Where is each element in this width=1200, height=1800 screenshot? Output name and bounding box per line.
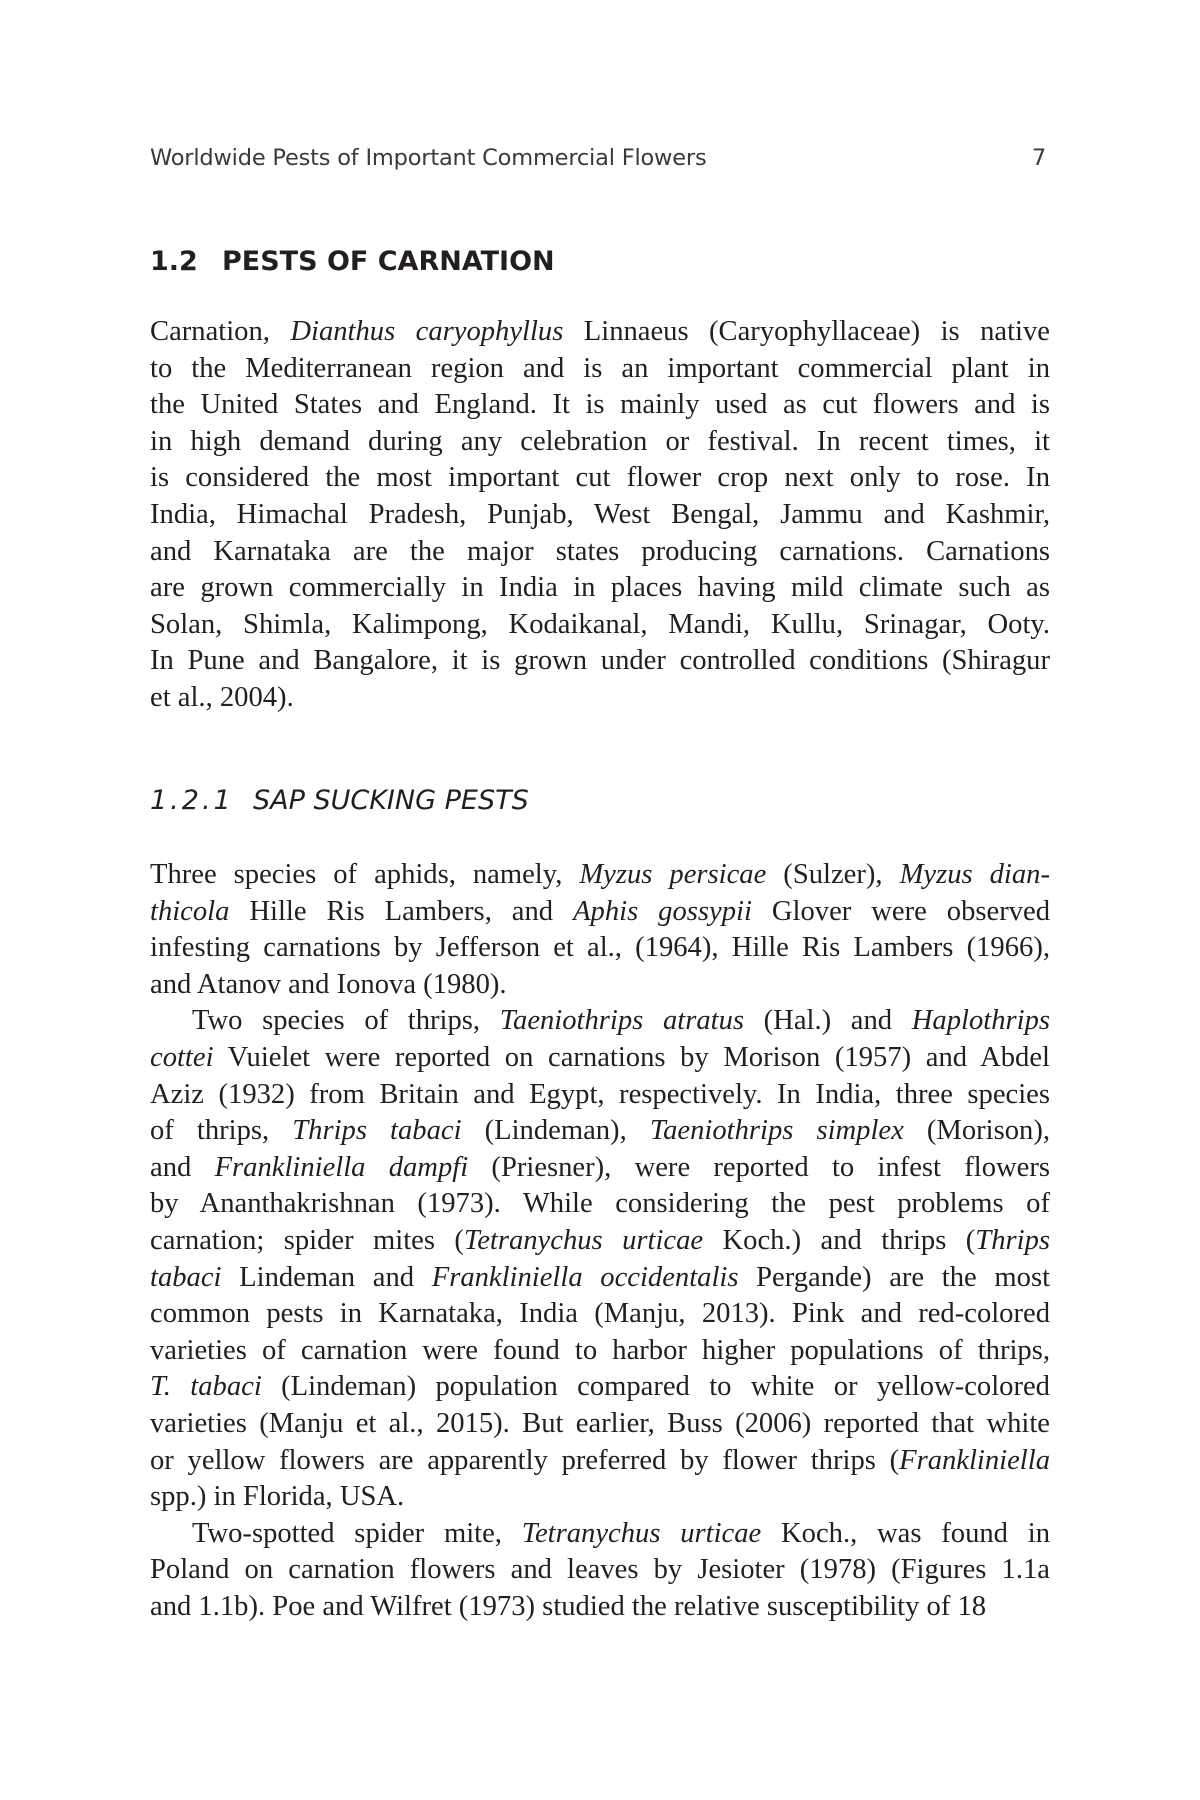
- text-line: [150, 1113, 1050, 1150]
- text-run: of thrips,: [150, 1115, 293, 1147]
- text-line: [150, 497, 1050, 534]
- italic-run: Frankliniella occidentalis: [431, 1261, 739, 1293]
- intro-paragraph: [150, 314, 1050, 717]
- text-run: infesting carnations by Jefferson et al., (1964), Hille Ris Lambers (1966),: [150, 932, 1050, 964]
- text-line: [150, 1260, 1050, 1297]
- text-run: et al., 2004).: [150, 681, 294, 713]
- text-line: [150, 534, 1050, 571]
- text-line: [150, 351, 1050, 388]
- text-run: or yellow flowers are apparently preferred by flower thrips (: [150, 1444, 900, 1476]
- italic-run: Myzus dian-: [899, 859, 1050, 890]
- text-line: [150, 570, 1050, 607]
- text-run: India, Himachal Pradesh, Punjab, West Bengal, Jammu and Kashmir,: [150, 498, 1050, 530]
- text-run: varieties (Manju et al., 2015). But earlier, Buss (2006) reported that white: [150, 1407, 1050, 1439]
- text-run: (Morison),: [903, 1115, 1050, 1147]
- text-line: [150, 1406, 1050, 1443]
- italic-run: Tetranychus urticae: [521, 1517, 762, 1549]
- text-run: (Lindeman) population compared to white or yellow-colored: [261, 1371, 1050, 1403]
- italic-run: cottei: [150, 1041, 214, 1073]
- text-run: In Pune and Bangalore, it is grown under controlled conditions (Shiragur: [150, 645, 1050, 677]
- section-title: PESTS OF CARNATION: [222, 246, 555, 277]
- text-run: (Hal.) and: [744, 1005, 912, 1037]
- text-run: Three species of aphids, namely,: [150, 859, 580, 890]
- text-line: [150, 1516, 1050, 1553]
- text-run: Poland on carnation flowers and leaves by Jesioter (1978) (Figures 1.1a: [150, 1554, 1050, 1586]
- text-run: are grown commercially in India in places having mild climate such as: [150, 572, 1050, 604]
- italic-run: tabaci: [150, 1261, 222, 1293]
- text-line: [150, 1589, 1050, 1626]
- italic-run: Frankliniella dampfi: [214, 1151, 469, 1183]
- text-run: Two species of thrips,: [192, 1005, 500, 1037]
- italic-run: thicola: [150, 895, 230, 927]
- italic-run: Myzus persicae: [579, 859, 767, 890]
- text-line: [150, 424, 1050, 461]
- italic-run: T. tabaci: [150, 1371, 262, 1403]
- text-run: (Priesner), were reported to infest flowers: [468, 1151, 1050, 1183]
- text-line: [150, 1296, 1050, 1333]
- text-line: [150, 857, 1050, 894]
- text-line: [150, 1443, 1050, 1480]
- text-run: (Sulzer),: [766, 859, 900, 890]
- subsection-title: SAP SUCKING PESTS: [253, 785, 529, 816]
- text-line: [150, 967, 1050, 1004]
- sap-sucking-pests-text: [150, 857, 1050, 1625]
- italic-run: Taeniothrips atratus: [499, 1005, 744, 1037]
- text-line: [150, 930, 1050, 967]
- running-title: Worldwide Pests of Important Commercial Flowers: [150, 145, 707, 171]
- text-line: [150, 460, 1050, 497]
- text-line: [150, 1333, 1050, 1370]
- text-run: and 1.1b). Poe and Wilfret (1973) studied the relative susceptibility of 18: [150, 1590, 987, 1622]
- text-run: the United States and England. It is mainly used as cut flowers and is: [150, 389, 1050, 421]
- italic-run: Dianthus caryophyllus: [290, 316, 564, 347]
- text-run: is considered the most important cut flower crop next only to rose. In: [150, 462, 1050, 494]
- text-line: [150, 1479, 1050, 1516]
- text-line: [150, 314, 1050, 351]
- text-run: Linnaeus (Caryophyllaceae) is native: [563, 316, 1050, 347]
- section-number: 1.2: [150, 246, 198, 277]
- text-run: to the Mediterranean region and is an important commercial plant in: [150, 352, 1050, 384]
- text-run: Solan, Shimla, Kalimpong, Kodaikanal, Mandi, Kullu, Srinagar, Ooty.: [150, 608, 1050, 640]
- italic-run: Thrips tabaci: [292, 1115, 462, 1147]
- section-heading: [150, 246, 555, 277]
- italic-run: Taeniothrips simplex: [649, 1115, 904, 1147]
- text-line: [150, 387, 1050, 424]
- paragraph: [150, 857, 1050, 1003]
- text-run: by Ananthakrishnan (1973). While considering the pest problems of: [150, 1188, 1050, 1220]
- text-line: [150, 1077, 1050, 1114]
- text-run: Koch.) and thrips (: [703, 1224, 976, 1256]
- text-line: [150, 1003, 1050, 1040]
- page-number: 7: [1031, 145, 1046, 171]
- text-run: Pergande) are the most: [738, 1261, 1051, 1293]
- text-line: [150, 643, 1050, 680]
- text-run: common pests in Karnataka, India (Manju, 2013). Pink and red-colored: [150, 1298, 1050, 1330]
- text-run: (Lindeman),: [461, 1115, 650, 1147]
- text-line: [150, 1552, 1050, 1589]
- italic-run: Aphis gossypii: [573, 895, 752, 927]
- text-run: Carnation,: [150, 316, 291, 347]
- paragraph: [150, 1516, 1050, 1626]
- text-run: varieties of carnation were found to harbor higher populations of thrips,: [150, 1334, 1050, 1366]
- text-line: [150, 1040, 1050, 1077]
- text-run: spp.) in Florida, USA.: [150, 1481, 405, 1513]
- italic-run: Frankliniella: [899, 1444, 1050, 1476]
- text-line: [150, 607, 1050, 644]
- italic-run: Haplothrips: [911, 1005, 1050, 1037]
- subsection-heading: [150, 785, 529, 816]
- text-run: and: [150, 1151, 215, 1183]
- text-run: and Atanov and Ionova (1980).: [150, 968, 507, 1000]
- text-run: and Karnataka are the major states producing carnations. Carnations: [150, 535, 1050, 567]
- text-line: [150, 894, 1050, 931]
- text-run: in high demand during any celebration or festival. In recent times, it: [150, 425, 1050, 457]
- text-line: [150, 1186, 1050, 1223]
- text-line: [150, 1369, 1050, 1406]
- text-line: [150, 1223, 1050, 1260]
- text-run: Aziz (1932) from Britain and Egypt, respectively. In India, three species: [150, 1078, 1050, 1110]
- italic-run: Thrips: [975, 1224, 1050, 1256]
- text-run: carnation; spider mites (: [150, 1224, 464, 1256]
- italic-run: Tetranychus urticae: [463, 1224, 704, 1256]
- paragraph: [150, 1003, 1050, 1515]
- text-run: Two-spotted spider mite,: [192, 1517, 522, 1549]
- text-run: Hille Ris Lambers, and: [229, 895, 574, 927]
- text-run: Glover were observed: [751, 895, 1051, 927]
- text-run: Lindeman and: [221, 1261, 432, 1293]
- subsection-number: 1.2.1: [150, 785, 234, 816]
- text-run: Koch., was found in: [761, 1517, 1050, 1549]
- text-line: [150, 1150, 1050, 1187]
- text-run: Vuielet were reported on carnations by Morison (1957) and Abdel: [213, 1041, 1050, 1073]
- text-line: [150, 680, 1050, 717]
